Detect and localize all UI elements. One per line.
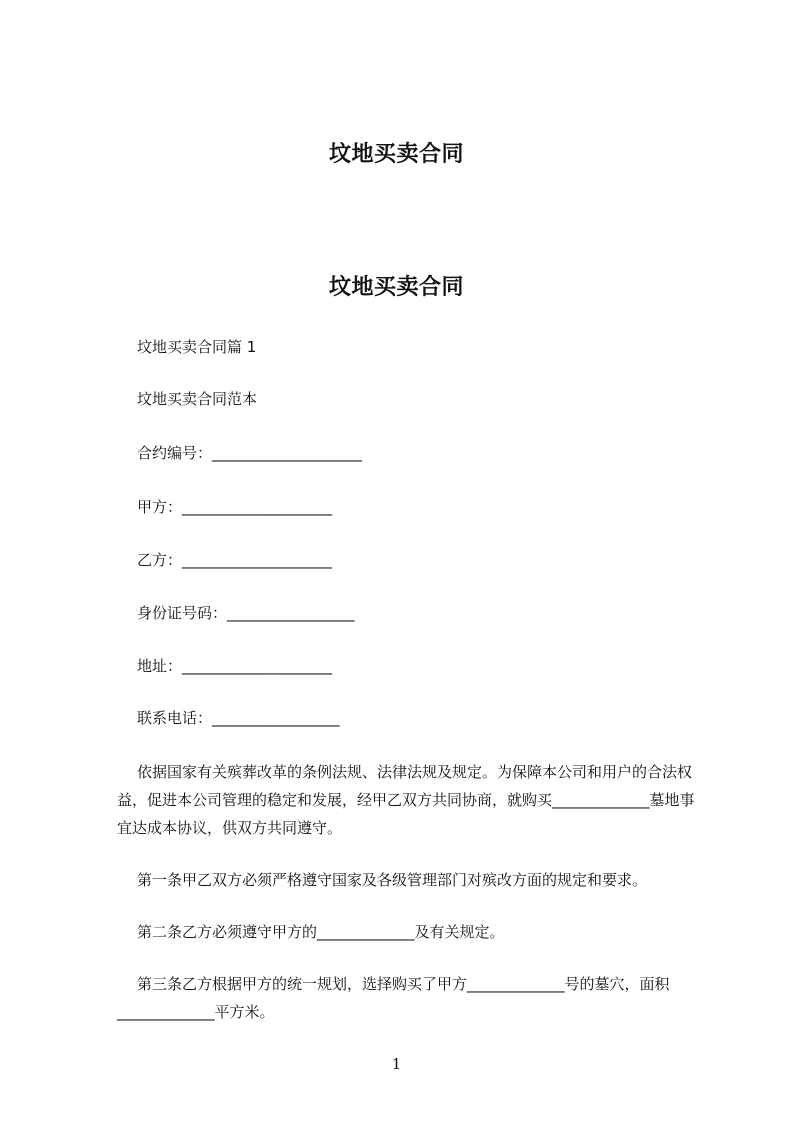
- address-field: 地址：____________________: [137, 657, 333, 675]
- page-number: 1: [391, 1055, 402, 1073]
- id-number-field: 身份证号码：_________________: [137, 604, 355, 622]
- section-heading: 坟地买卖合同篇 1: [137, 338, 257, 356]
- phone-field: 联系电话：_________________: [137, 709, 340, 727]
- article-1: 第一条甲乙双方必须严格遵守国家及各级管理部门对殡改方面的规定和要求。: [137, 871, 648, 889]
- party-a-field: 甲方：____________________: [137, 498, 333, 516]
- contract-number-field: 合约编号：____________________: [137, 444, 363, 462]
- article-2: 第二条乙方必须遵守甲方的_____________及有关规定。: [137, 923, 505, 941]
- article-3: 第三条乙方根据甲方的统一规划，选择购买了甲方_____________号的墓穴，面积_____________平方米。: [117, 975, 670, 1021]
- party-b-field: 乙方：____________________: [137, 551, 333, 569]
- intro-paragraph: 依据国家有关殡葬改革的条例法规、法律法规及规定。为保障本公司和用户的合法权益，促进本公司管理的稳定和发展，经甲乙双方共同协商，就购买_____________墓地事宜达成本协议，供双方共同遵守。: [117, 763, 695, 837]
- cover-title: 坟地买卖合同: [328, 142, 464, 167]
- document-title: 坟地买卖合同: [328, 275, 464, 300]
- subheading: 坟地买卖合同范本: [137, 390, 258, 408]
